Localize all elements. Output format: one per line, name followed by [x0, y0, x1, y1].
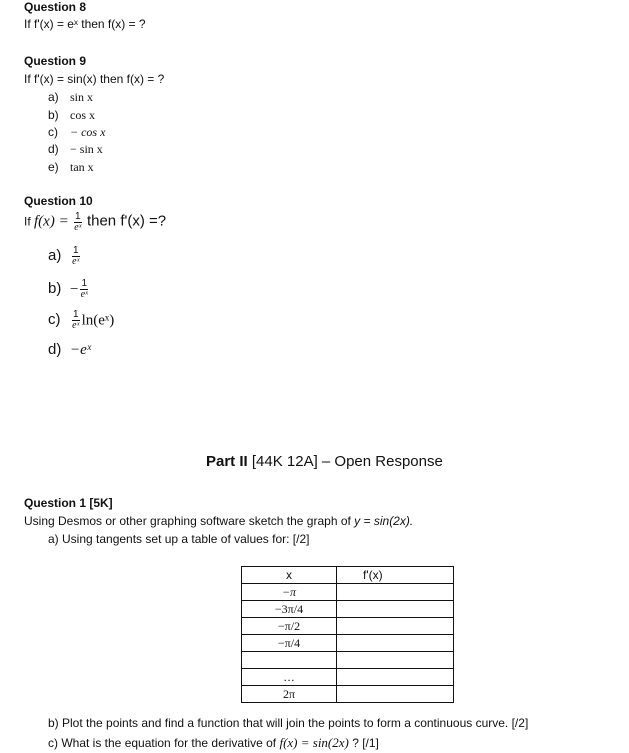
table-cell-x [242, 652, 337, 669]
q9-option-a[interactable] [48, 90, 93, 105]
table-cell-x: −3π/4 [242, 601, 337, 618]
option-value: −eˣ [70, 342, 92, 358]
oq1-sub-c-end: ? [/1] [348, 736, 379, 750]
option-negative: − [70, 281, 79, 298]
table-row [242, 686, 454, 703]
option-fraction [72, 310, 80, 331]
q9-option-e[interactable] [48, 160, 94, 175]
oq1-sub-a: a) Using tangents set up a table of values for: [/2] [48, 532, 310, 546]
table-cell-fx[interactable] [337, 601, 454, 618]
question-10-text [24, 212, 166, 233]
question-10-heading: Question 10 [24, 194, 93, 208]
q10-suffix: then f'(x) =? [86, 212, 167, 230]
q10-option-b[interactable] [48, 279, 90, 300]
part-2-bold: Part II [206, 453, 248, 470]
fraction-numerator: 1 [81, 278, 88, 289]
option-label: d) [48, 341, 62, 358]
q10-option-a[interactable] [48, 246, 82, 267]
table-row [242, 601, 454, 618]
question-8-heading: Question 8 [24, 0, 87, 14]
fraction-numerator: 1 [73, 245, 79, 256]
table-cell-fx[interactable] [337, 618, 454, 635]
fraction-denominator: eˣ [72, 256, 80, 267]
option-fraction [72, 246, 80, 267]
part-2-heading [206, 453, 443, 470]
option-label: d) [48, 142, 59, 156]
question-8-text: If f'(x) = eˣ then f(x) = ? [24, 17, 146, 31]
q9-option-c[interactable] [48, 125, 105, 140]
table-cell-fx[interactable] [337, 686, 454, 703]
option-label: a) [48, 90, 59, 104]
q10-option-c[interactable] [48, 310, 114, 331]
q10-prefix: If [24, 214, 31, 229]
table-row [242, 584, 454, 601]
q10-option-d[interactable] [48, 341, 91, 359]
table-row [242, 618, 454, 635]
option-fraction [80, 279, 88, 300]
option-label: b) [48, 108, 59, 122]
table-row [242, 669, 454, 686]
table-cell-fx[interactable] [337, 669, 454, 686]
table-header-x: x [242, 567, 337, 584]
question-9-heading: Question 9 [24, 54, 87, 68]
oq1-sub-c-math: f(x) = sin(2x) [279, 735, 349, 750]
option-label: c) [48, 311, 61, 329]
q10-function: f(x) = [34, 213, 69, 230]
oq1-text-italic: y = sin(2x). [354, 514, 414, 528]
fraction-numerator: 1 [75, 211, 81, 222]
table-row [242, 635, 454, 652]
oq1-sub-c [48, 735, 379, 751]
oq1-sub-b: b) Plot the points and find a function that will join the points to form a continuous curve. [/2] [48, 716, 529, 730]
table-cell-fx[interactable] [337, 652, 454, 669]
fraction-denominator: eˣ [80, 289, 88, 300]
fraction-numerator: 1 [73, 309, 79, 320]
oq1-text-plain: Using Desmos or other graphing software sketch the graph of [24, 514, 355, 528]
table-cell-x: −π/2 [242, 618, 337, 635]
table-row [242, 652, 454, 669]
option-after: ln(eˣ) [81, 312, 115, 329]
fraction-denominator: eˣ [72, 320, 80, 331]
oq1-sub-c-plain: c) What is the equation for the derivative of [48, 736, 280, 750]
table-header-fx: f'(x) [337, 567, 454, 584]
option-value: sin x [70, 90, 94, 104]
option-value: − sin x [70, 142, 103, 156]
option-label: c) [48, 125, 58, 139]
table-cell-x: … [242, 669, 337, 686]
table-cell-x: 2π [242, 686, 337, 703]
open-question-1-heading: Question 1 [5K] [24, 496, 113, 510]
question-9-text: If f'(x) = sin(x) then f(x) = ? [24, 72, 165, 86]
option-label: b) [48, 280, 62, 298]
option-value: tan x [70, 160, 94, 174]
table-cell-fx[interactable] [337, 584, 454, 601]
option-value: − cos x [70, 125, 106, 139]
open-question-1-text [24, 514, 413, 528]
option-value: cos x [70, 108, 95, 122]
table-cell-x: −π [242, 584, 337, 601]
table-cell-fx[interactable] [337, 635, 454, 652]
option-label: a) [48, 247, 62, 265]
q9-option-b[interactable] [48, 108, 95, 123]
option-label: e) [48, 160, 59, 174]
part-2-rest: [44K 12A] – Open Response [247, 453, 443, 470]
q9-option-d[interactable] [48, 142, 103, 157]
fraction-denominator: eˣ [74, 222, 82, 233]
q10-fraction [74, 212, 82, 233]
table-cell-x: −π/4 [242, 635, 337, 652]
table-header-row [242, 567, 454, 584]
values-table [241, 566, 454, 703]
